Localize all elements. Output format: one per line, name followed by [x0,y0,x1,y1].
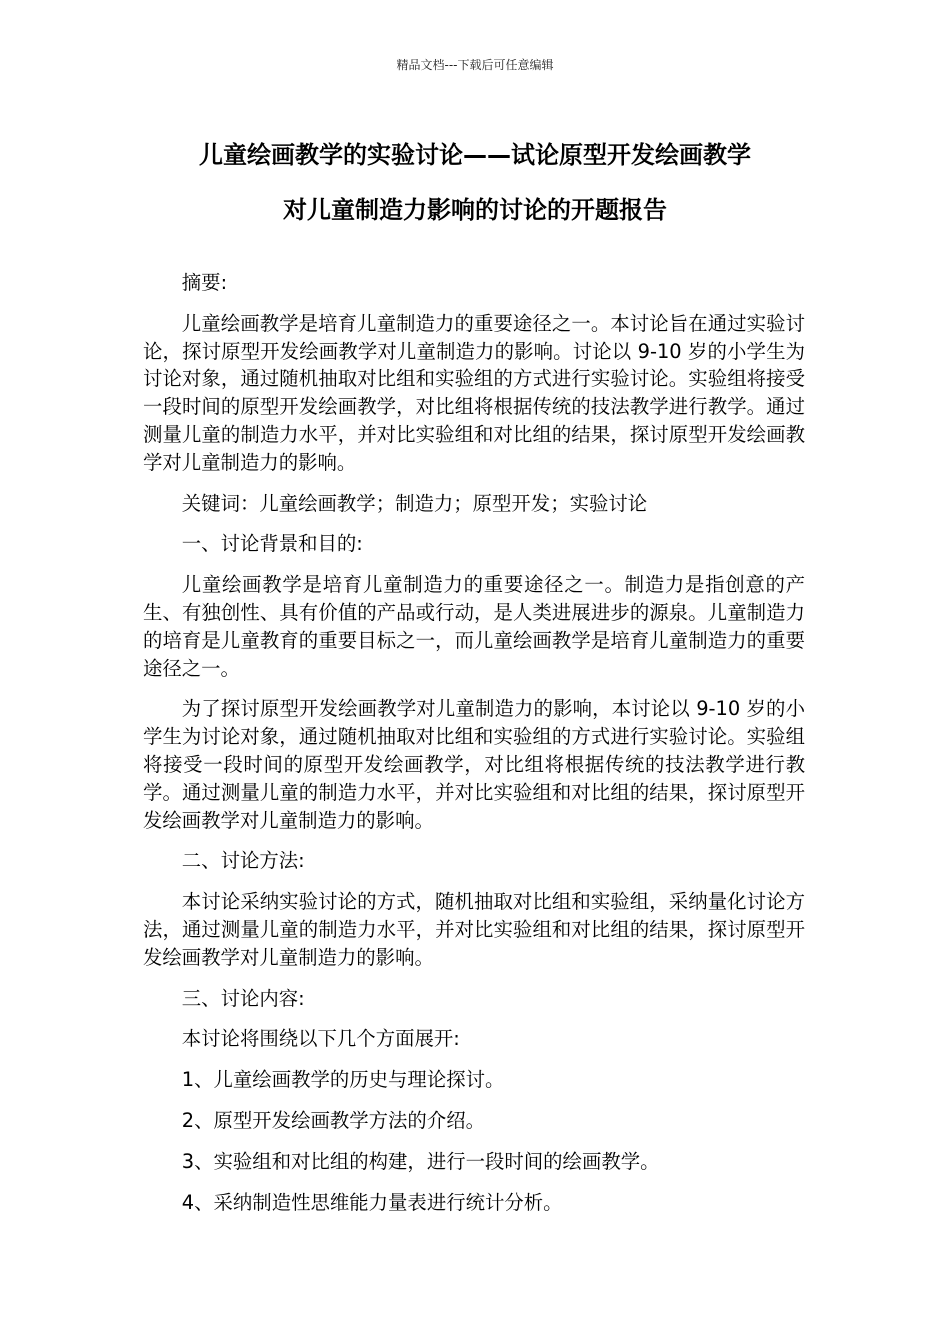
content-list-item: 4、采纳制造性思维能力量表进行统计分析。 [181,1190,563,1214]
content-list-item: 3、实验组和对比组的构建，进行一段时间的绘画教学。 [181,1149,660,1173]
document-title-line-2: 对儿童制造力影响的讨论的开题报告 [283,196,667,224]
keywords-line: 关键词：儿童绘画教学；制造力；原型开发；实验讨论 [181,491,648,515]
document-title-line-1: 儿童绘画教学的实验讨论——试论原型开发绘画教学 [199,141,751,169]
method-paragraph: 本讨论采纳实验讨论的方式，随机抽取对比组和实验组，采纳量化讨论方法，通过测量儿童的制造力水平，并对比实验组和对比组的结果，探讨原型开发绘画教学对儿童制造力的影响。 [143,890,805,969]
background-paragraph-2: 为了探讨原型开发绘画教学对儿童制造力的影响，本讨论以 9-10 岁的小学生为讨论对象，通过随机抽取对比组和实验组的方式进行实验讨论。实验组将接受一段时间的原型开发绘画教学，对比组将根据传统的技法教学进行教学。通过测量儿童的制造力水平，并对比实验组和对比组的结果，探讨原型开发绘画教学对儿童制造力的影响。 [143,697,805,832]
section-heading-method: 二、讨论方法: [181,849,305,873]
page-header-note: 精品文档---下载后可任意编辑 [396,58,554,72]
section-heading-content: 三、讨论内容: [181,986,305,1010]
abstract-heading: 摘要: [181,271,228,294]
content-intro: 本讨论将围绕以下几个方面展开: [181,1027,460,1051]
section-heading-background: 一、讨论背景和目的: [181,532,363,556]
content-list-item: 2、原型开发绘画教学方法的介绍。 [181,1108,485,1132]
background-paragraph-1: 儿童绘画教学是培育儿童制造力的重要途径之一。制造力是指创意的产生、有独创性、具有价值的产品或行动，是人类进展进步的源泉。儿童制造力的培育是儿童教育的重要目标之一，而儿童绘画教学是培育儿童制造力的重要途径之一。 [143,573,805,680]
abstract-paragraph: 儿童绘画教学是培育儿童制造力的重要途径之一。本讨论旨在通过实验讨论，探讨原型开发绘画教学对儿童制造力的影响。讨论以 9-10 岁的小学生为讨论对象，通过随机抽取对比组和实验组的方式进行实验讨论。实验组将接受一段时间的原型开发绘画教学，对比组将根据传统的技法教学进行教学。通过测量儿童的制造力水平，并对比实验组和对比组的结果，探讨原型开发绘画教学对儿童制造力的影响。 [143,311,805,474]
document-body [143,269,805,1229]
content-list-item: 1、儿童绘画教学的历史与理论探讨。 [181,1068,505,1092]
